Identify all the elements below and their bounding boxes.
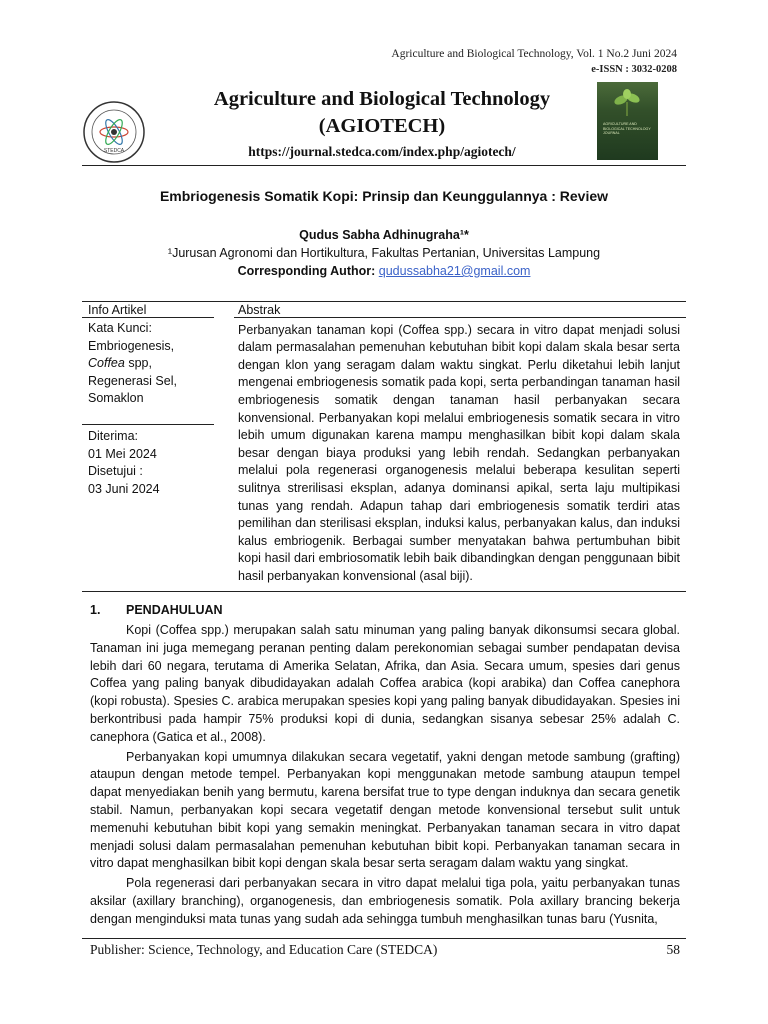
stedca-logo-icon: [82, 100, 146, 164]
accepted-date: 03 Juni 2024: [88, 481, 160, 496]
keyword-3: Regenerasi Sel,: [88, 373, 177, 388]
corresponding-author: [82, 264, 686, 278]
received-label: Diterima:: [88, 429, 139, 443]
section-body: [90, 622, 680, 929]
article-title: Embriogenesis Somatik Kopi: Prinsip dan Keunggulannya : Review: [159, 188, 609, 204]
header-divider: [82, 165, 686, 166]
journal-header: [82, 82, 686, 164]
paragraph-1: Kopi (Coffea spp.) merupakan salah satu minuman yang paling banyak dikonsumsi secara global. Tanaman ini juga memegang peranan penting dalam perekonomian sebagai sumber pendapatan devisa lebih dari 60 negara, terutama di Amerika Selatan, Afrika, dan Asia. Secara umum, spesies dari genus Coffea yang paling banyak dibudidayakan adalah Coffea arabica (kopi arabika) dan Coffea canephora (kopi robusta). Spesies C. arabica merupakan spesies kopi yang paling banyak dibudidayakan. Spesies ini berkontribusi pada hampir 75% produksi kopi di dunia, sedangkan sisanya sebesar 25% adalah C. canephora (Gatica et al., 2008).: [90, 623, 680, 744]
plant-icon: [607, 88, 647, 116]
journal-title-line2: (AGIOTECH): [318, 115, 446, 137]
dates-block: [88, 428, 218, 498]
corresponding-email-link[interactable]: qudussabha21@gmail.com: [378, 264, 531, 278]
paragraph-2: Perbanyakan kopi umumnya dilakukan secara vegetatif, yakni dengan metode sambung (grafting) ataupun dengan metode tempel. Perbanyakan kopi menggunakan metode sambung ataupun tempel dapat menyediakan benih yang bermutu, karena bersifat true to type dengan induknya dan secara genetik stabil. Namun, perbanyakan kopi secara vegetatif dengan metode konvensional tersebut sulit untuk memenuhi kebutuhan bibit kopi yang semakin meningkat. Perbanyakan tanaman secara in vitro dapat menjadi solusi dalam permasalahan pemenuhan kebutuhan bibit kopi. Perbanyakan tanaman secara in vitro dapat menghasilkan bibit kopi dengan skala besar serta seragam dalam waktu yang singkat.: [90, 749, 680, 871]
journal-cover-image: [597, 82, 658, 160]
author-affiliation: ¹Jurusan Agronomi dan Hortikultura, Fakultas Pertanian, Universitas Lampung: [167, 246, 601, 260]
footer-divider: [82, 938, 686, 939]
accepted-label: Disetujui :: [88, 464, 143, 479]
cover-text: AGRICULTURE AND BIOLOGICAL TECHNOLOGY JOURNAL: [603, 122, 651, 135]
keyword-4: Somaklon: [88, 391, 144, 406]
keywords-block: [88, 320, 218, 408]
section-heading: [90, 603, 223, 617]
keywords-divider: [82, 424, 214, 425]
journal-title: [162, 86, 602, 140]
journal-volume-line: Agriculture and Biological Technology, Vol. 1 No.2 Juni 2024: [391, 48, 677, 60]
corresponding-author-label: Corresponding Author:: [237, 264, 376, 278]
journal-meta: [391, 46, 677, 78]
logo-text: STEDCA: [103, 148, 125, 154]
abstract-block: [238, 302, 680, 586]
abstract-heading: Abstrak: [238, 303, 281, 317]
section-title: PENDAHULUAN: [126, 603, 223, 617]
paragraph-3: Pola regenerasi dari perbanyakan secara in vitro dapat melalui tiga pola, yaitu perbanyakan tunas aksilar (axillary branching), organogenesis, dan embriogenesis somatik. Pola axillary brancing bekerja dengan menginduksi mata tunas yang sudah ada sehingga tumbuh menghasilkan tunas baru (Yusnita,: [90, 876, 680, 926]
eissn-line: e-ISSN : 3032-0208: [591, 64, 677, 75]
journal-url[interactable]: https://journal.stedca.com/index.php/agiotech/: [248, 144, 516, 159]
keyword-1: Embriogenesis,: [88, 338, 175, 353]
info-heading: Info Artikel: [88, 303, 147, 317]
info-table-bottom-rule: [82, 591, 686, 592]
received-date: 01 Mei 2024: [88, 446, 157, 461]
section-number: 1.: [90, 603, 101, 617]
publisher-line: Publisher: Science, Technology, and Education Care (STEDCA): [90, 942, 438, 957]
page-footer: [90, 942, 680, 958]
abstract-text: Perbanyakan tanaman kopi (Coffea spp.) secara in vitro dapat menjadi solusi dalam permasalahan pemenuhan kebutuhan bibit kopi dalam skala besar serta dengan klon yang seragam dalam waktu singkat. Perlu diketahui lebih lanjut mengenai embriogenesis somatik pada kopi, serta perbandingan tanaman hasil embriogenesis somatik dengan tanaman hasil perbanyakan secara konvensional. Perbanyakan kopi melalui embriogenesis somatik secara in vitro lebih umum digunakan karena mampu menghasilkan bibit kopi dalam skala besar dengan biaya produksi yang lebih rendah. Sedangkan perbanyakan melalui pola regenerasi organogenesis melalui beberapa kesulitan seperti sulitnya strerilisasi eksplan, adanya dominansi apikal, serta laju multipikasi tunas yang rendah. Adapun tahap dari embriogenesis somatik terdiri atas pemilihan dan sterilisasi eksplan, induksi kalus, perbanyakan kalus, dan induksi kalus embriogenik. Berbagai sumber menyatakan bahwa pertumbuhan bibit kopi hasil dari embriosomatik lebih baik dibandingkan dengan penggunaan bibit hasil perbanyakan konvensional (asal biji).: [238, 322, 680, 583]
journal-title-line1: Agriculture and Biological Technology: [213, 88, 551, 110]
author-name: Qudus Sabha Adhinugraha¹*: [299, 228, 469, 242]
keyword-2: Coffea spp,: [88, 356, 152, 371]
page-number: 58: [666, 942, 680, 957]
keywords-label: Kata Kunci:: [88, 321, 152, 335]
